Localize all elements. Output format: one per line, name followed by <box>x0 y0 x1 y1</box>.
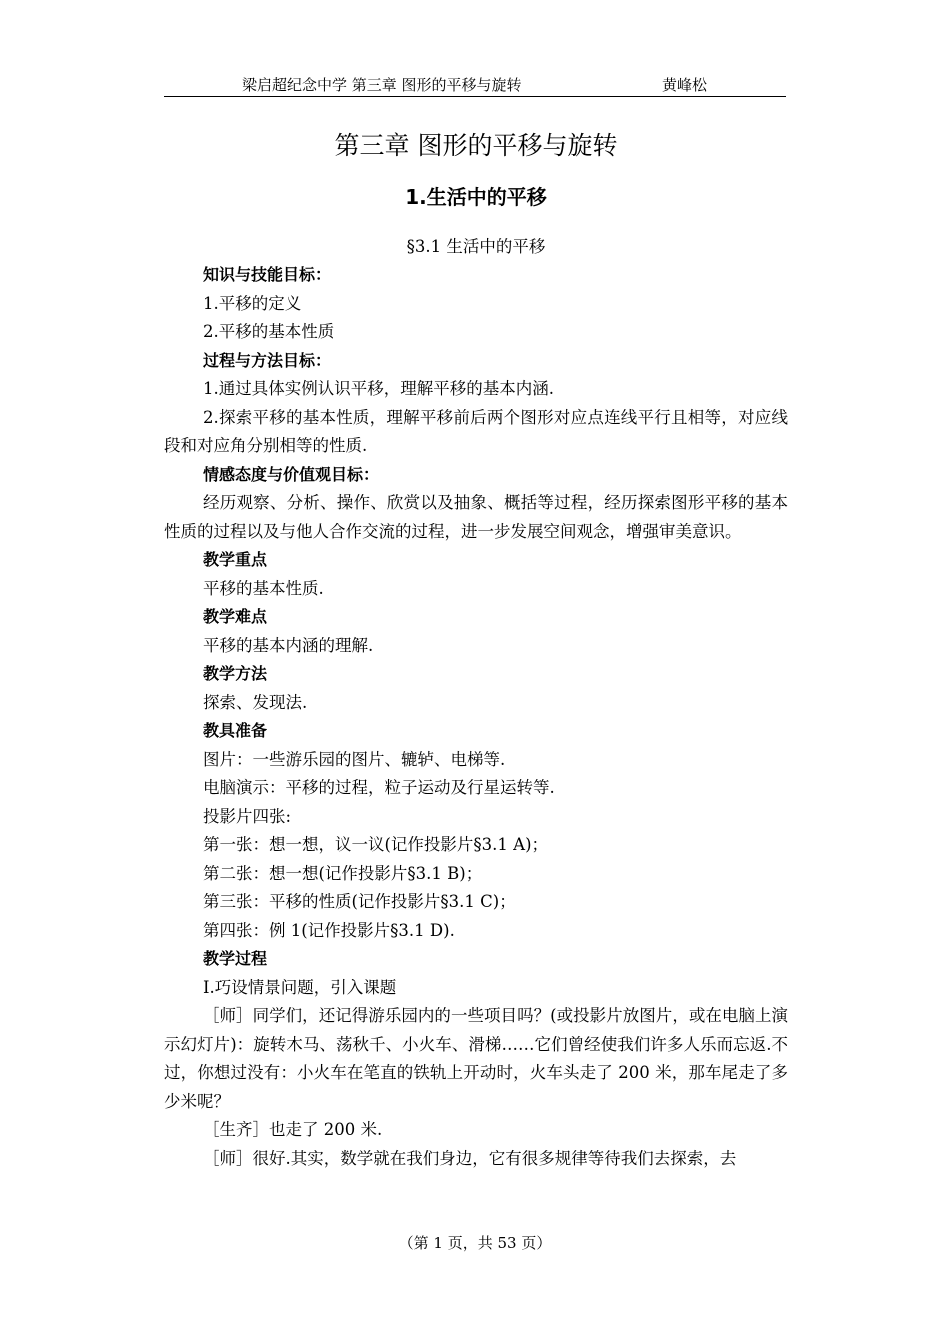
paragraph-list <box>164 261 788 1173</box>
section-heading: 知识与技能目标： <box>203 265 332 284</box>
paragraph: 探索、发现法. <box>203 692 308 712</box>
paragraph: 平移的基本性质. <box>203 578 324 598</box>
section-heading: 教具准备 <box>203 721 268 740</box>
paragraph: 电脑演示：平移的过程，粒子运动及行星运转等. <box>203 778 555 797</box>
paragraph: 第四张：例 1(记作投影片§3.1 D). <box>203 920 455 940</box>
paragraph: ［师］同学们，还记得游乐园内的一些项目吗？(或投影片放图片，或在电脑上演示幻灯片)：旋转木马、荡秋千、小火车、滑梯……它们曾经使我们许多人乐而忘返.不过，你想过没有：小火车在笔直的铁轨上开动时，火车头走了 200 米，那车尾走了多少米呢？ <box>164 1006 788 1111</box>
paragraph: 经历观察、分析、操作、欣赏以及抽象、概括等过程，经历探索图形平移的基本性质的过程以及与他人合作交流的过程，进一步发展空间观念，增强审美意识。 <box>164 493 788 541</box>
paragraph: ［生齐］也走了 200 米. <box>203 1120 383 1139</box>
paragraph: 第二张：想一想(记作投影片§3.1 B)； <box>203 863 483 883</box>
paragraph: 图片：一些游乐园的图片、辘轳、电梯等. <box>203 749 506 769</box>
paragraph: Ⅰ.巧设情景问题，引入课题 <box>203 977 397 997</box>
page-header <box>164 76 786 97</box>
section-heading: 教学难点 <box>203 607 268 626</box>
paragraph: 第一张：想一想，议一议(记作投影片§3.1 A)； <box>203 835 549 854</box>
section-heading: 过程与方法目标： <box>203 350 332 370</box>
paragraph: 1.通过具体实例认识平移，理解平移的基本内涵. <box>203 379 554 398</box>
chapter-title: 第三章 图形的平移与旋转 <box>334 131 618 160</box>
paragraph: 投影片四张: <box>203 806 292 826</box>
section-title: §3.1 生活中的平移 <box>406 237 546 256</box>
section-heading: 情感态度与价值观目标： <box>203 464 380 484</box>
paragraph: 1.平移的定义 <box>203 293 302 313</box>
page-footer: （第 1 页，共 53 页） <box>398 1234 552 1252</box>
section-heading: 教学方法 <box>203 664 268 683</box>
section-heading: 教学重点 <box>203 550 268 569</box>
paragraph: 2.探索平移的基本性质，理解平移前后两个图形对应点连线平行且相等，对应线段和对应角分别相等的性质. <box>164 407 788 455</box>
paragraph: 第三张：平移的性质(记作投影片§3.1 C)； <box>203 892 516 911</box>
header-school-chapter: 梁启超纪念中学 第三章 图形的平移与旋转 <box>242 76 522 94</box>
document-body <box>164 126 788 1173</box>
paragraph: 平移的基本内涵的理解. <box>203 635 374 655</box>
paragraph: 2.平移的基本性质 <box>203 322 335 341</box>
lesson-title: 1.生活中的平移 <box>405 185 547 209</box>
header-author: 黄峰松 <box>662 76 708 94</box>
paragraph: ［师］很好.其实，数学就在我们身边，它有很多规律等待我们去探索，去 <box>203 1148 737 1168</box>
section-heading: 教学过程 <box>203 949 268 968</box>
